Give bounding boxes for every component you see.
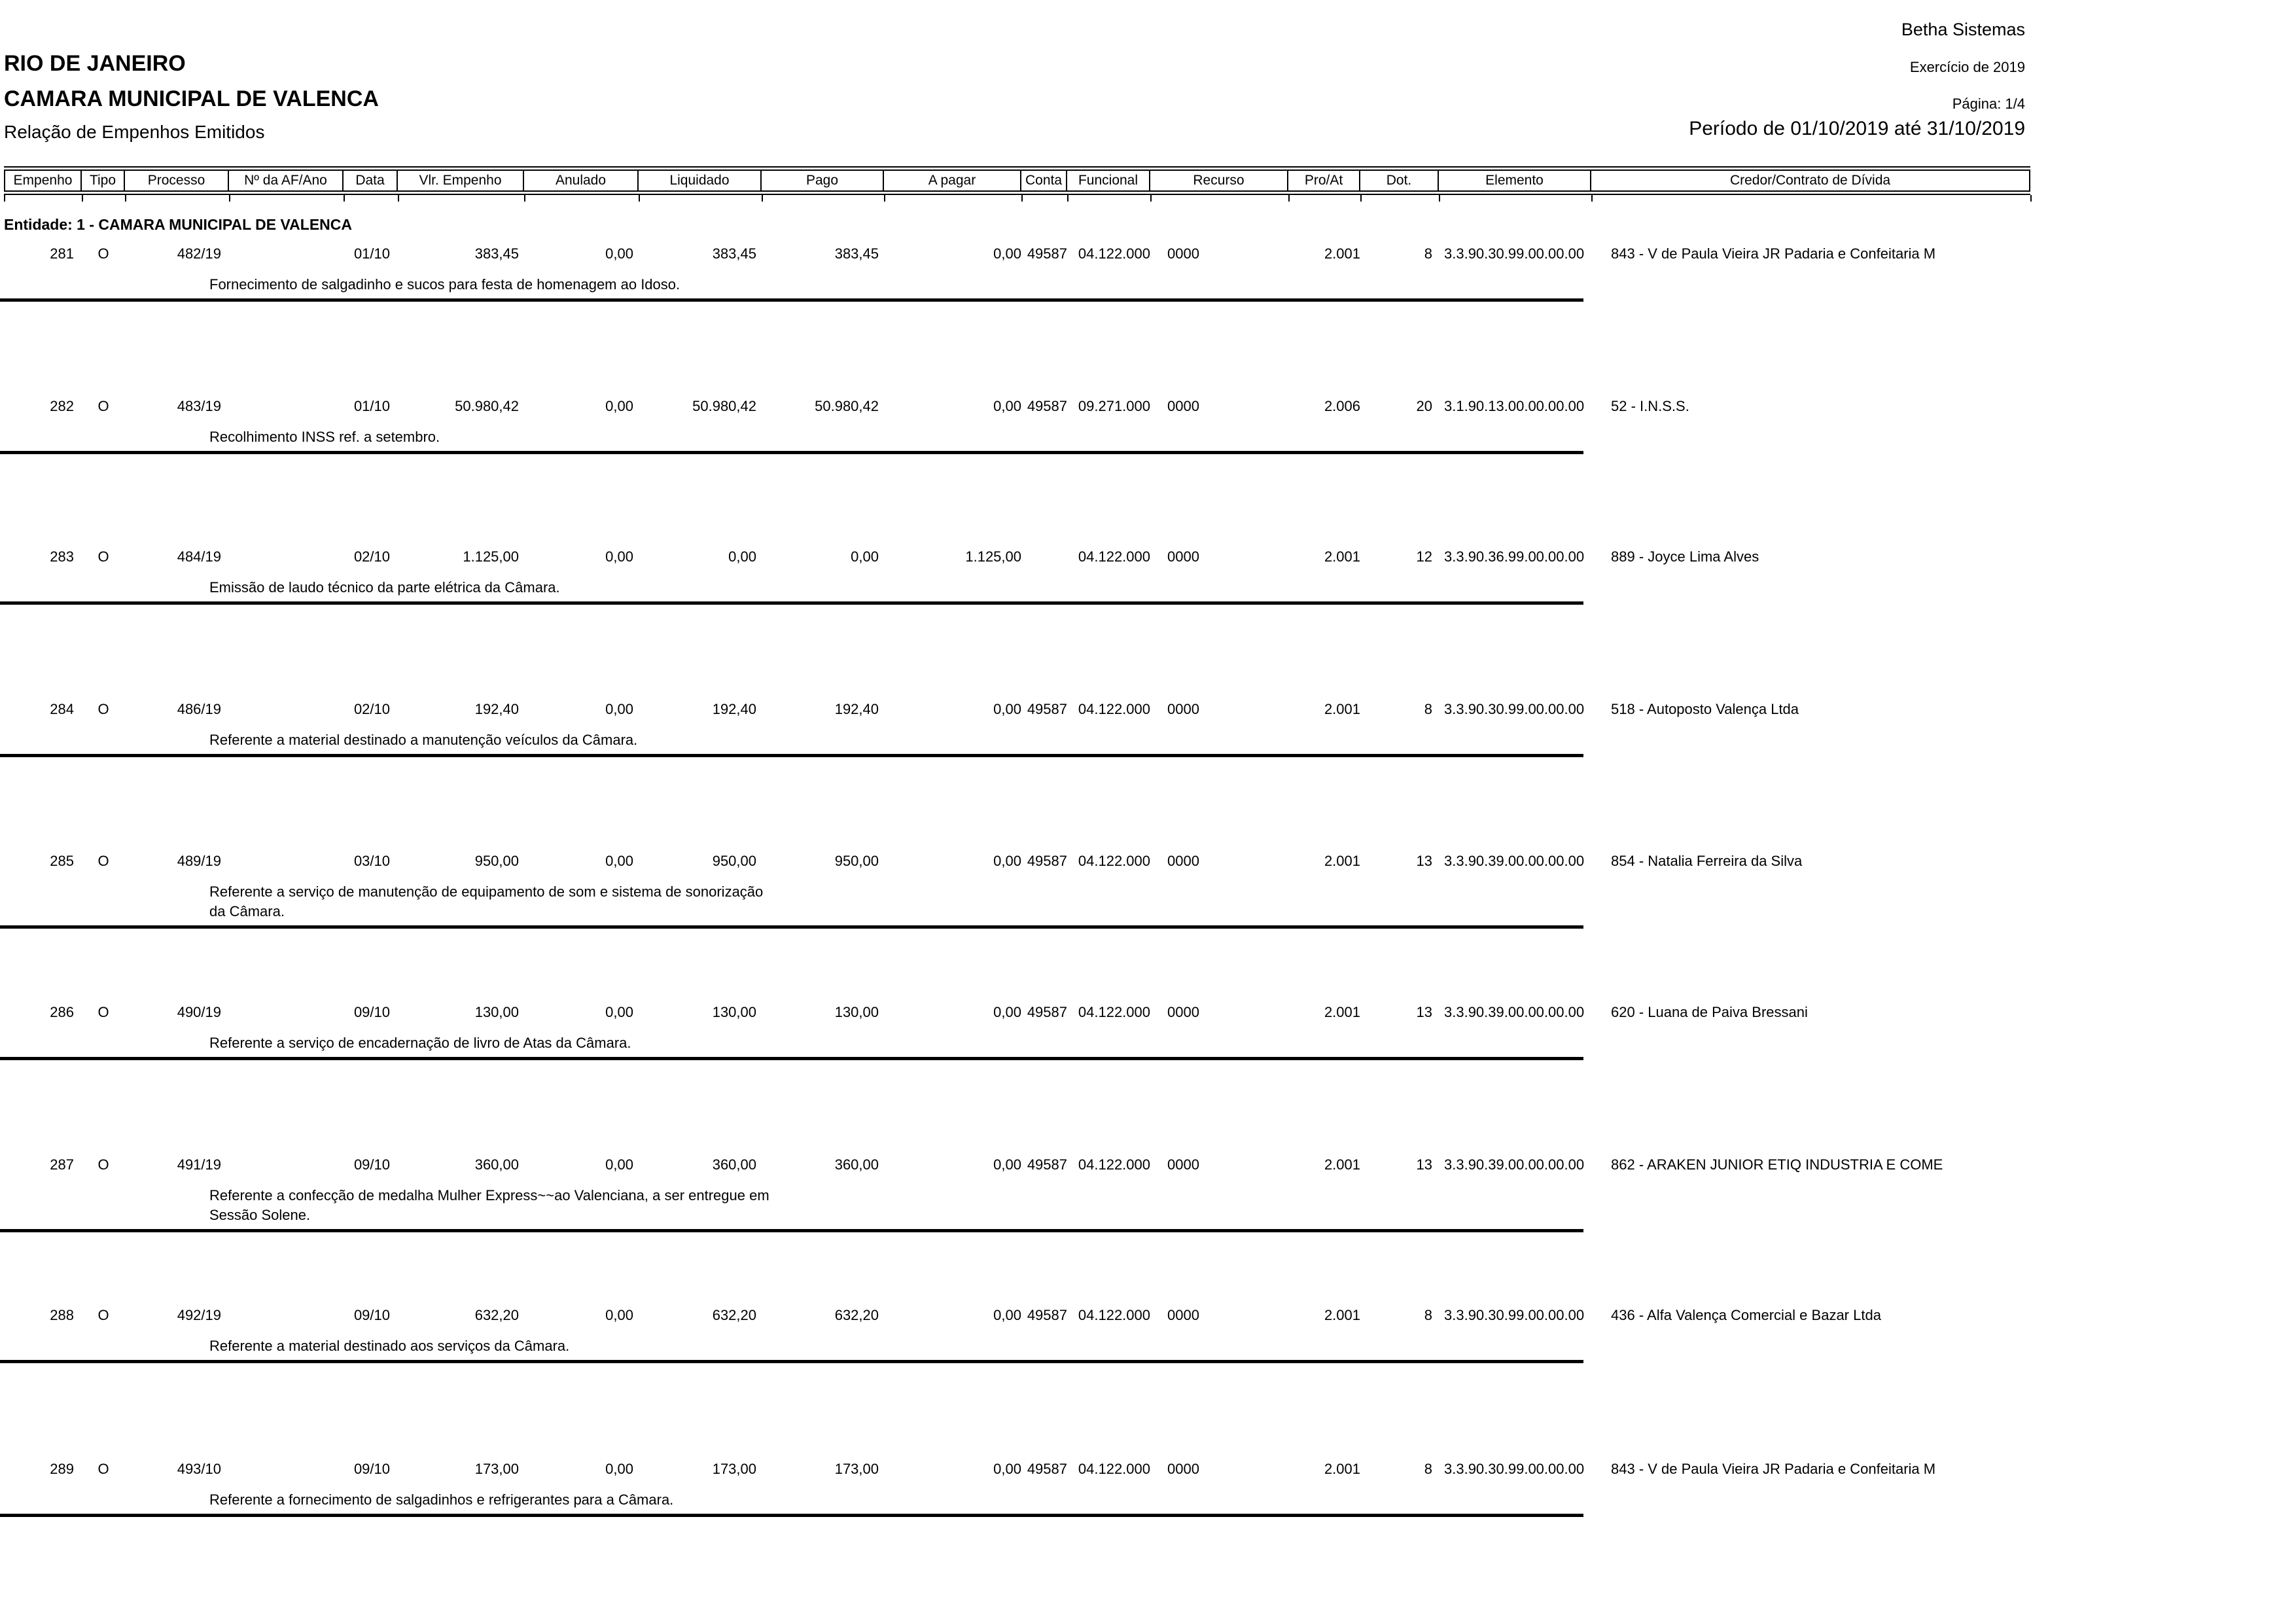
col-header-data: Data [344, 171, 398, 190]
cell-funcional: 04.122.000 [1078, 853, 1150, 869]
entity-name-title: CAMARA MUNICIPAL DE VALENCA [4, 86, 379, 111]
cell-pro-at: 2.001 [1324, 1307, 1360, 1323]
column-tick [344, 195, 345, 202]
cell-dot: 8 [1424, 1307, 1432, 1323]
cell-pro-at: 2.001 [1324, 548, 1360, 565]
column-tick [229, 195, 230, 202]
row-description: Emissão de laudo técnico da parte elétrica da Câmara. [209, 579, 560, 596]
table-header [4, 166, 2030, 195]
cell-af-ano [229, 1005, 344, 1020]
cell-credor: 843 - V de Paula Vieira JR Padaria e Confeitaria M [1611, 246, 1936, 262]
empenho-row [4, 399, 2030, 454]
cell-vlr-empenho: 950,00 [474, 853, 519, 869]
cell-empenho: 286 [50, 1004, 74, 1020]
report-title: Relação de Empenhos Emitidos [4, 122, 265, 142]
cell-credor: 854 - Natalia Ferreira da Silva [1611, 853, 1803, 869]
cell-pro-at: 2.001 [1324, 1461, 1360, 1477]
column-tick [125, 195, 126, 202]
column-tick [762, 195, 763, 202]
empenho-row-values [4, 1308, 2030, 1323]
row-description: Referente a serviço de encadernação de livro de Atas da Câmara. [209, 1035, 631, 1051]
cell-a-pagar: 1.125,00 [965, 548, 1021, 565]
cell-recurso: 0000 [1167, 701, 1199, 717]
cell-data: 01/10 [353, 398, 390, 414]
column-tick [884, 195, 885, 202]
column-tick [82, 195, 83, 202]
cell-processo: 483/19 [177, 398, 221, 414]
column-tick [2030, 195, 2032, 202]
cell-anulado: 0,00 [605, 1004, 633, 1020]
cell-empenho: 284 [50, 701, 74, 717]
cell-liquidado: 632,20 [712, 1307, 756, 1323]
col-header-anulado: Anulado [524, 171, 639, 190]
row-description: Referente a serviço de manutenção de equipamento de som e sistema de sonorização da Câmara. [209, 883, 764, 919]
row-separator-rule [0, 451, 1583, 454]
empenho-row-values [4, 1005, 2030, 1020]
report-period: Período de 01/10/2019 até 31/10/2019 [1689, 118, 2025, 139]
col-header-elemento: Elemento [1439, 171, 1591, 190]
cell-recurso: 0000 [1167, 1461, 1199, 1477]
cell-a-pagar: 0,00 [993, 853, 1021, 869]
cell-conta: 49587 [1027, 701, 1067, 717]
cell-credor: 843 - V de Paula Vieira JR Padaria e Confeitaria M [1611, 1461, 1936, 1477]
cell-recurso: 0000 [1167, 853, 1199, 869]
cell-funcional: 04.122.000 [1078, 548, 1150, 565]
row-description: Referente a material destinado aos serviços da Câmara. [209, 1338, 570, 1354]
empenho-row [4, 549, 2030, 605]
cell-pro-at: 2.001 [1324, 1004, 1360, 1020]
cell-credor: 52 - I.N.S.S. [1611, 399, 1689, 414]
vendor-name: Betha Sistemas [1901, 20, 2025, 39]
cell-data: 03/10 [353, 853, 390, 869]
cell-funcional: 04.122.000 [1078, 701, 1150, 717]
cell-data: 01/10 [353, 245, 390, 262]
row-separator-rule [0, 1057, 1583, 1060]
cell-empenho: 289 [50, 1461, 74, 1477]
col-header-dot: Dot. [1360, 171, 1439, 190]
cell-liquidado: 950,00 [712, 853, 756, 869]
cell-conta: 49587 [1027, 1461, 1067, 1477]
cell-conta: 49587 [1027, 398, 1067, 414]
cell-a-pagar: 0,00 [993, 245, 1021, 262]
cell-processo: 492/19 [177, 1307, 221, 1323]
row-description: Fornecimento de salgadinho e sucos para festa de homenagem ao Idoso. [209, 276, 680, 293]
cell-conta [1021, 549, 1067, 565]
col-header-empenho: Empenho [4, 171, 82, 190]
page-number: Página: 1/4 [1952, 96, 2025, 112]
empenho-row-values [4, 1157, 2030, 1173]
empenho-row-values [4, 702, 2030, 717]
cell-processo: 493/10 [177, 1461, 221, 1477]
col-header-credor: Credor/Contrato de Dívida [1591, 171, 2030, 190]
cell-conta: 49587 [1027, 245, 1067, 262]
cell-vlr-empenho: 632,20 [474, 1307, 519, 1323]
cell-pago: 50.980,42 [815, 398, 879, 414]
cell-liquidado: 173,00 [712, 1461, 756, 1477]
cell-data: 09/10 [353, 1004, 390, 1020]
cell-pro-at: 2.001 [1324, 701, 1360, 717]
cell-vlr-empenho: 192,40 [474, 701, 519, 717]
column-tick [398, 195, 399, 202]
col-header-conta: Conta [1021, 171, 1067, 190]
cell-processo: 489/19 [177, 853, 221, 869]
cell-data: 02/10 [353, 701, 390, 717]
cell-elemento: 3.1.90.13.00.00.00.00 [1444, 398, 1585, 414]
state-name: RIO DE JANEIRO [4, 51, 186, 76]
column-tick [1150, 195, 1152, 202]
cell-conta: 49587 [1027, 853, 1067, 869]
cell-empenho: 285 [50, 853, 74, 869]
cell-af-ano [229, 1461, 344, 1477]
cell-elemento: 3.3.90.30.99.00.00.00 [1444, 245, 1585, 262]
cell-tipo: O [97, 1307, 109, 1323]
cell-pro-at: 2.001 [1324, 853, 1360, 869]
cell-liquidado: 50.980,42 [692, 398, 756, 414]
cell-processo: 491/19 [177, 1156, 221, 1173]
cell-anulado: 0,00 [605, 245, 633, 262]
cell-vlr-empenho: 173,00 [474, 1461, 519, 1477]
column-tick [4, 195, 5, 202]
empenho-row [4, 246, 2030, 302]
cell-a-pagar: 0,00 [993, 1307, 1021, 1323]
cell-tipo: O [97, 245, 109, 262]
column-tick [1288, 195, 1290, 202]
cell-dot: 8 [1424, 245, 1432, 262]
cell-credor: 620 - Luana de Paiva Bressani [1611, 1005, 1808, 1020]
cell-funcional: 04.122.000 [1078, 245, 1150, 262]
cell-vlr-empenho: 50.980,42 [455, 398, 519, 414]
cell-conta: 49587 [1027, 1004, 1067, 1020]
cell-processo: 484/19 [177, 548, 221, 565]
cell-dot: 12 [1416, 548, 1432, 565]
cell-liquidado: 383,45 [712, 245, 756, 262]
cell-af-ano [229, 549, 344, 565]
cell-a-pagar: 0,00 [993, 1461, 1021, 1477]
cell-elemento: 3.3.90.39.00.00.00.00 [1444, 853, 1585, 869]
cell-conta: 49587 [1027, 1307, 1067, 1323]
col-header-pro-at: Pro/At [1288, 171, 1360, 190]
empenho-row-values [4, 246, 2030, 262]
cell-dot: 8 [1424, 701, 1432, 717]
exercise-year: Exercício de 2019 [1909, 59, 2025, 75]
entity-group-header: Entidade: 1 - CAMARA MUNICIPAL DE VALENCA [4, 216, 352, 233]
cell-credor: 889 - Joyce Lima Alves [1611, 549, 1759, 565]
cell-pago: 360,00 [834, 1156, 879, 1173]
cell-af-ano [229, 702, 344, 717]
row-separator-rule [0, 601, 1583, 605]
row-separator-rule [0, 1360, 1583, 1363]
cell-pago: 383,45 [834, 245, 879, 262]
cell-a-pagar: 0,00 [993, 398, 1021, 414]
col-header-af-ano: Nº da AF/Ano [229, 171, 344, 190]
cell-recurso: 0000 [1167, 1156, 1199, 1173]
cell-a-pagar: 0,00 [993, 701, 1021, 717]
cell-af-ano [229, 1157, 344, 1173]
cell-empenho: 287 [50, 1156, 74, 1173]
cell-anulado: 0,00 [605, 548, 633, 565]
cell-anulado: 0,00 [605, 701, 633, 717]
cell-empenho: 281 [50, 245, 74, 262]
cell-recurso: 0000 [1167, 1004, 1199, 1020]
cell-af-ano [229, 1308, 344, 1323]
cell-tipo: O [97, 1004, 109, 1020]
cell-anulado: 0,00 [605, 1307, 633, 1323]
row-separator-rule [0, 1229, 1583, 1232]
cell-elemento: 3.3.90.39.00.00.00.00 [1444, 1004, 1585, 1020]
cell-dot: 13 [1416, 853, 1432, 869]
cell-pro-at: 2.001 [1324, 245, 1360, 262]
column-tick [1021, 195, 1023, 202]
cell-credor: 436 - Alfa Valença Comercial e Bazar Ltda [1611, 1308, 1881, 1323]
cell-recurso: 0000 [1167, 548, 1199, 565]
cell-recurso: 0000 [1167, 398, 1199, 414]
cell-pago: 950,00 [834, 853, 879, 869]
cell-liquidado: 0,00 [728, 548, 756, 565]
column-tick [1591, 195, 1593, 202]
cell-a-pagar: 0,00 [993, 1004, 1021, 1020]
col-header-tipo: Tipo [82, 171, 125, 190]
cell-data: 02/10 [353, 548, 390, 565]
cell-vlr-empenho: 130,00 [474, 1004, 519, 1020]
cell-dot: 8 [1424, 1461, 1432, 1477]
cell-data: 09/10 [353, 1307, 390, 1323]
col-header-recurso: Recurso [1150, 171, 1288, 190]
cell-dot: 20 [1416, 398, 1432, 414]
cell-dot: 13 [1416, 1156, 1432, 1173]
cell-liquidado: 360,00 [712, 1156, 756, 1173]
empenho-row [4, 1308, 2030, 1363]
cell-vlr-empenho: 383,45 [474, 245, 519, 262]
cell-credor: 862 - ARAKEN JUNIOR ETIQ INDUSTRIA E COME [1611, 1157, 1943, 1173]
cell-data: 09/10 [353, 1461, 390, 1477]
cell-processo: 486/19 [177, 701, 221, 717]
empenho-row [4, 1461, 2030, 1517]
cell-tipo: O [97, 548, 109, 565]
col-header-vlr-empenho: Vlr. Empenho [398, 171, 524, 190]
cell-anulado: 0,00 [605, 398, 633, 414]
row-description: Referente a material destinado a manutenção veículos da Câmara. [209, 732, 638, 748]
cell-funcional: 04.122.000 [1078, 1461, 1150, 1477]
cell-a-pagar: 0,00 [993, 1156, 1021, 1173]
cell-funcional: 04.122.000 [1078, 1004, 1150, 1020]
empenho-row [4, 853, 2030, 929]
cell-af-ano [229, 246, 344, 262]
row-description: Referente a fornecimento de salgadinhos e refrigerantes para a Câmara. [209, 1491, 674, 1508]
cell-recurso: 0000 [1167, 245, 1199, 262]
cell-tipo: O [97, 1461, 109, 1477]
col-header-liquidado: Liquidado [639, 171, 762, 190]
cell-tipo: O [97, 398, 109, 414]
cell-elemento: 3.3.90.30.99.00.00.00 [1444, 1461, 1585, 1477]
cell-pago: 192,40 [834, 701, 879, 717]
cell-conta: 49587 [1027, 1156, 1067, 1173]
cell-anulado: 0,00 [605, 853, 633, 869]
row-separator-rule [0, 754, 1583, 757]
empenho-row [4, 702, 2030, 757]
cell-elemento: 3.3.90.30.99.00.00.00 [1444, 701, 1585, 717]
cell-pago: 130,00 [834, 1004, 879, 1020]
cell-pago: 632,20 [834, 1307, 879, 1323]
empenho-row-values [4, 399, 2030, 414]
cell-af-ano [229, 853, 344, 869]
col-header-a-pagar: A pagar [884, 171, 1021, 190]
col-header-processo: Processo [125, 171, 229, 190]
cell-vlr-empenho: 1.125,00 [463, 548, 519, 565]
row-description: Recolhimento INSS ref. a setembro. [209, 429, 440, 445]
cell-data: 09/10 [353, 1156, 390, 1173]
column-tick [524, 195, 525, 202]
empenho-row [4, 1005, 2030, 1060]
cell-pago: 0,00 [851, 548, 879, 565]
cell-pro-at: 2.006 [1324, 398, 1360, 414]
empenho-row-values [4, 549, 2030, 565]
column-tick [639, 195, 640, 202]
cell-elemento: 3.3.90.36.99.00.00.00 [1444, 548, 1585, 565]
cell-empenho: 282 [50, 398, 74, 414]
row-separator-rule [0, 925, 1583, 929]
row-separator-rule [0, 1514, 1583, 1517]
cell-tipo: O [97, 1156, 109, 1173]
empenho-row-values [4, 853, 2030, 869]
cell-anulado: 0,00 [605, 1156, 633, 1173]
cell-elemento: 3.3.90.39.00.00.00.00 [1444, 1156, 1585, 1173]
row-separator-rule [0, 298, 1583, 302]
empenho-row-values [4, 1461, 2030, 1477]
cell-liquidado: 192,40 [712, 701, 756, 717]
cell-tipo: O [97, 853, 109, 869]
cell-recurso: 0000 [1167, 1307, 1199, 1323]
cell-liquidado: 130,00 [712, 1004, 756, 1020]
cell-funcional: 09.271.000 [1078, 398, 1150, 414]
cell-empenho: 288 [50, 1307, 74, 1323]
cell-anulado: 0,00 [605, 1461, 633, 1477]
cell-pago: 173,00 [834, 1461, 879, 1477]
empenho-row [4, 1157, 2030, 1232]
cell-elemento: 3.3.90.30.99.00.00.00 [1444, 1307, 1585, 1323]
cell-vlr-empenho: 360,00 [474, 1156, 519, 1173]
column-tick [1439, 195, 1440, 202]
cell-pro-at: 2.001 [1324, 1156, 1360, 1173]
cell-processo: 490/19 [177, 1004, 221, 1020]
row-description: Referente a confecção de medalha Mulher Express~~ao Valenciana, a ser entregue em Sessão Solene. [209, 1187, 769, 1223]
cell-credor: 518 - Autoposto Valença Ltda [1611, 702, 1799, 717]
cell-empenho: 283 [50, 548, 74, 565]
cell-processo: 482/19 [177, 245, 221, 262]
col-header-pago: Pago [762, 171, 884, 190]
cell-funcional: 04.122.000 [1078, 1307, 1150, 1323]
cell-dot: 13 [1416, 1004, 1432, 1020]
column-tick [1067, 195, 1069, 202]
cell-tipo: O [97, 701, 109, 717]
col-header-funcional: Funcional [1067, 171, 1150, 190]
cell-af-ano [229, 399, 344, 414]
cell-funcional: 04.122.000 [1078, 1156, 1150, 1173]
column-tick [1360, 195, 1362, 202]
